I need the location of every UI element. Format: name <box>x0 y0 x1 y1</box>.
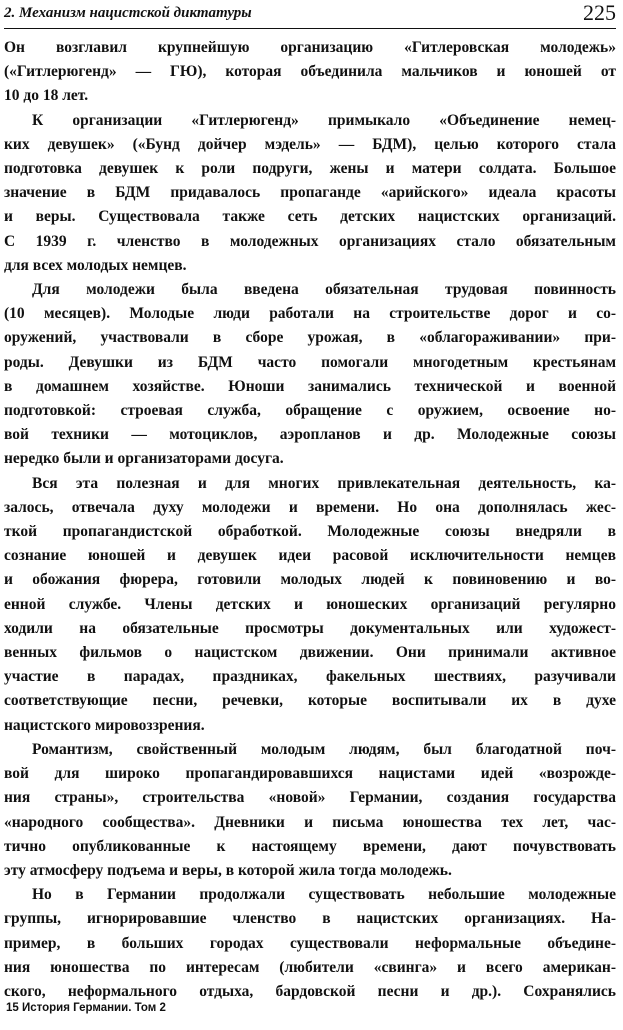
text-line: залось, отвечала духу молодежи и времени. Но она дополнялась жес- <box>4 498 616 516</box>
text-line: нередко были и организаторами досуга. <box>4 450 284 468</box>
text-line: Для молодежи была введена обязательная трудовая повинность <box>32 281 616 299</box>
text-line: нацистского мировоззрения. <box>4 716 205 734</box>
text-line: подготовкой: строевая служба, обращение с оружием, освоение но- <box>4 402 616 420</box>
paragraph <box>4 472 616 738</box>
text-line: вой для широко пропагандировавшихся нацистами идей «возрожде- <box>4 765 616 783</box>
text-line: Вся эта полезная и для многих привлекательная деятельность, ка- <box>32 474 616 492</box>
paragraph <box>4 883 616 1004</box>
text-line: пример, в больших городах существовали неформальные объедине- <box>4 934 616 952</box>
text-line: ких девушек» («Бунд дойчер мэдель» — БДМ), целью которого стала <box>4 135 616 153</box>
paragraph <box>4 278 616 472</box>
text-line: Но в Германии продолжали существовать небольшие молодежные <box>32 886 616 904</box>
text-line: подготовка девушек к роли подруги, жены и матери солдата. Большое <box>4 160 616 178</box>
text-line: Он возглавил крупнейшую организацию «Гитлеровская молодежь» <box>4 39 616 56</box>
page-number: 225 <box>583 0 616 25</box>
text-line: ского, неформального отдыха, бардовской песни и др.). Сохранялись <box>4 982 616 1000</box>
text-line: («Гитлерюгенд» — ГЮ), которая объединила мальчиков и юношей от <box>4 63 616 81</box>
text-line: енной службе. Члены детских и юношеских организаций регулярно <box>4 595 616 613</box>
text-line: сознание юношей и девушек идеи расовой исключительности немцев <box>4 547 616 565</box>
text-line: в домашнем хозяйстве. Юноши занимались технической и военной <box>4 377 616 395</box>
text-line: значение в БДМ придавалось пропаганде «арийского» идеала красоты <box>4 184 616 202</box>
text-line: ходили на обязательные просмотры документальных или художест- <box>4 619 616 637</box>
text-line: ния юношества по интересам (любители «свинга» и всего американ- <box>4 958 616 976</box>
text-line: для всех молодых немцев. <box>4 256 187 274</box>
text-line: ткой пропагандистской обработкой. Молодежные союзы внедряли в <box>4 523 616 541</box>
text-line: участие в парадах, праздниках, факельных шествиях, разучивали <box>4 668 616 686</box>
text-line: (10 месяцев). Молодые люди работали на строительстве дорог и со- <box>4 305 616 323</box>
text-line: Романтизм, свойственный молодым людям, был благодатной поч- <box>32 740 616 758</box>
text-line: соответствующие песни, речевки, которые воспитывали их в духе <box>4 692 616 710</box>
text-line: венных фильмов о нацистском движении. Они принимали активное <box>4 644 616 662</box>
paragraph <box>4 738 616 883</box>
running-header <box>4 2 616 29</box>
printer-signature: 15 История Германии. Том 2 <box>6 1002 166 1014</box>
text-line: К организации «Гитлерюгенд» примыкало «Объединение немец- <box>32 111 616 129</box>
text-line: С 1939 г. членство в молодежных организациях стало обязательным <box>4 232 616 250</box>
text-line: и обожания фюрера, готовили молодых людей к повиновению и во- <box>4 571 616 589</box>
paragraph <box>4 109 616 278</box>
text-line: оружений, участвовали в сборе урожая, в «облагораживании» при- <box>4 329 616 347</box>
text-line: и веры. Существовала также сеть детских нацистских организаций. <box>4 208 616 226</box>
body-text <box>4 36 616 1004</box>
text-line: ния страны», строительства «новой» Германии, создания государства <box>4 789 616 807</box>
chapter-title: 2. Механизм нацистской диктатуры <box>4 5 252 21</box>
text-line: эту атмосферу подъема и веры, в которой жила тогда молодежь. <box>4 861 452 879</box>
text-line: тично опубликованные к настоящему времени, дают почувствовать <box>4 837 616 855</box>
text-line: 10 до 18 лет. <box>4 87 89 105</box>
paragraph <box>4 36 616 109</box>
text-line: вой техники — мотоциклов, аэропланов и др. Молодежные союзы <box>4 426 616 444</box>
text-line: роды. Девушки из БДМ часто помогали многодетным крестьянам <box>4 353 616 371</box>
text-line: группы, игнорировавшие членство в нацистских организациях. На- <box>4 910 616 928</box>
text-line: «народного сообщества». Дневники и письма юношества тех лет, час- <box>4 813 616 831</box>
